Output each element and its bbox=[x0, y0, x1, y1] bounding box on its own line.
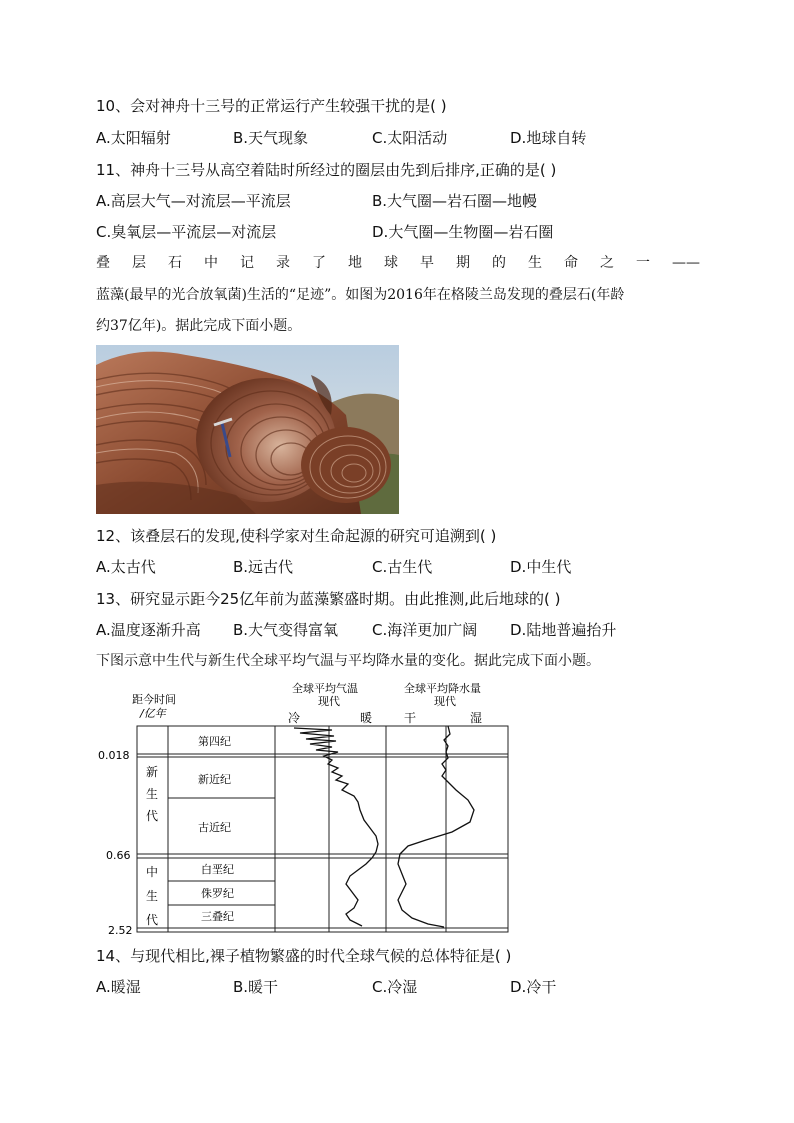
era-mesozoic-3: 代 bbox=[146, 913, 159, 927]
era-mesozoic-1: 中 bbox=[146, 865, 159, 879]
passage-1-line-1: 叠层石中记录了地球早期的生命之一—— bbox=[96, 255, 700, 271]
question-11-stem: 11、神舟十三号从高空着陆时所经过的圈层由先到后排序,正确的是( ) bbox=[96, 161, 557, 179]
temp-title: 全球平均气温 bbox=[292, 682, 358, 695]
era-mesozoic-2: 生 bbox=[146, 889, 159, 903]
precip-title: 全球平均降水量 bbox=[404, 682, 481, 695]
question-13-stem: 13、研究显示距今25亿年前为蓝藻繁盛时期。由此推测,此后地球的( ) bbox=[96, 590, 561, 608]
q10-option-b[interactable]: B.天气现象 bbox=[233, 129, 309, 147]
era-cenozoic-2: 生 bbox=[146, 787, 159, 801]
period-neogene: 新近纪 bbox=[198, 773, 231, 786]
q13-option-c[interactable]: C.海洋更加广阔 bbox=[372, 621, 478, 639]
period-jurassic: 侏罗纪 bbox=[201, 887, 234, 900]
question-12-stem: 12、该叠层石的发现,使科学家对生命起源的研究可追溯到( ) bbox=[96, 527, 497, 545]
q11-option-a[interactable]: A.高层大气—对流层—平流层 bbox=[96, 192, 291, 210]
q12-option-d[interactable]: D.中生代 bbox=[510, 558, 572, 576]
q13-option-b[interactable]: B.大气变得富氧 bbox=[233, 621, 339, 639]
passage-1-line-2: 蓝藻(最早的光合放氧菌)生活的“足迹”。如图为2016年在格陵兰岛发现的叠层石(年龄 bbox=[96, 287, 625, 303]
precipitation-curve bbox=[398, 726, 474, 927]
q10-option-d[interactable]: D.地球自转 bbox=[510, 129, 587, 147]
q11-option-d[interactable]: D.大气圈—生物圈—岩石圈 bbox=[372, 223, 554, 241]
q12-option-b[interactable]: B.远古代 bbox=[233, 558, 294, 576]
q12-option-c[interactable]: C.古生代 bbox=[372, 558, 433, 576]
q14-option-c[interactable]: C.冷湿 bbox=[372, 978, 418, 996]
period-cretaceous: 白垩纪 bbox=[201, 863, 234, 876]
tick-252: 2.52 bbox=[108, 924, 133, 934]
precip-wet-label: 湿 bbox=[470, 711, 483, 725]
temp-now-label: 现代 bbox=[318, 695, 340, 708]
q12-option-a[interactable]: A.太古代 bbox=[96, 558, 156, 576]
period-paleogene: 古近纪 bbox=[198, 821, 231, 834]
q10-option-a[interactable]: A.太阳辐射 bbox=[96, 129, 171, 147]
passage-1-line-3: 约37亿年)。据此完成下面小题。 bbox=[96, 318, 302, 334]
time-header-1: 距今时间 bbox=[132, 693, 176, 706]
temp-warm-label: 暖 bbox=[360, 711, 373, 725]
question-10-stem: 10、会对神舟十三号的正常运行产生较强干扰的是( ) bbox=[96, 97, 447, 115]
q13-option-a[interactable]: A.温度逐渐升高 bbox=[96, 621, 201, 639]
temperature-curve bbox=[294, 728, 378, 926]
tick-066: 0.66 bbox=[106, 849, 131, 862]
q13-option-d[interactable]: D.陆地普遍抬升 bbox=[510, 621, 617, 639]
era-cenozoic-1: 新 bbox=[146, 765, 159, 779]
temp-cold-label: 冷 bbox=[288, 711, 301, 725]
climate-figure bbox=[96, 678, 516, 938]
tick-0018: 0.018 bbox=[98, 749, 130, 762]
q11-option-c[interactable]: C.臭氧层—平流层—对流层 bbox=[96, 223, 277, 241]
precip-dry-label: 干 bbox=[404, 711, 417, 725]
era-cenozoic-3: 代 bbox=[146, 809, 159, 823]
passage-2: 下图示意中生代与新生代全球平均气温与平均降水量的变化。据此完成下面小题。 bbox=[96, 653, 600, 669]
stromatolite-photo bbox=[96, 345, 399, 514]
q14-option-b[interactable]: B.暖干 bbox=[233, 978, 279, 996]
period-quaternary: 第四纪 bbox=[198, 735, 231, 748]
period-triassic: 三叠纪 bbox=[201, 910, 234, 923]
q14-option-a[interactable]: A.暖湿 bbox=[96, 978, 141, 996]
precip-now-label: 现代 bbox=[434, 695, 456, 708]
q10-option-c[interactable]: C.太阳活动 bbox=[372, 129, 448, 147]
question-14-stem: 14、与现代相比,裸子植物繁盛的时代全球气候的总体特征是( ) bbox=[96, 947, 512, 965]
time-header-2: /亿年 bbox=[140, 707, 166, 720]
q11-option-b[interactable]: B.大气圈—岩石圈—地幔 bbox=[372, 192, 538, 210]
q14-option-d[interactable]: D.冷干 bbox=[510, 978, 557, 996]
